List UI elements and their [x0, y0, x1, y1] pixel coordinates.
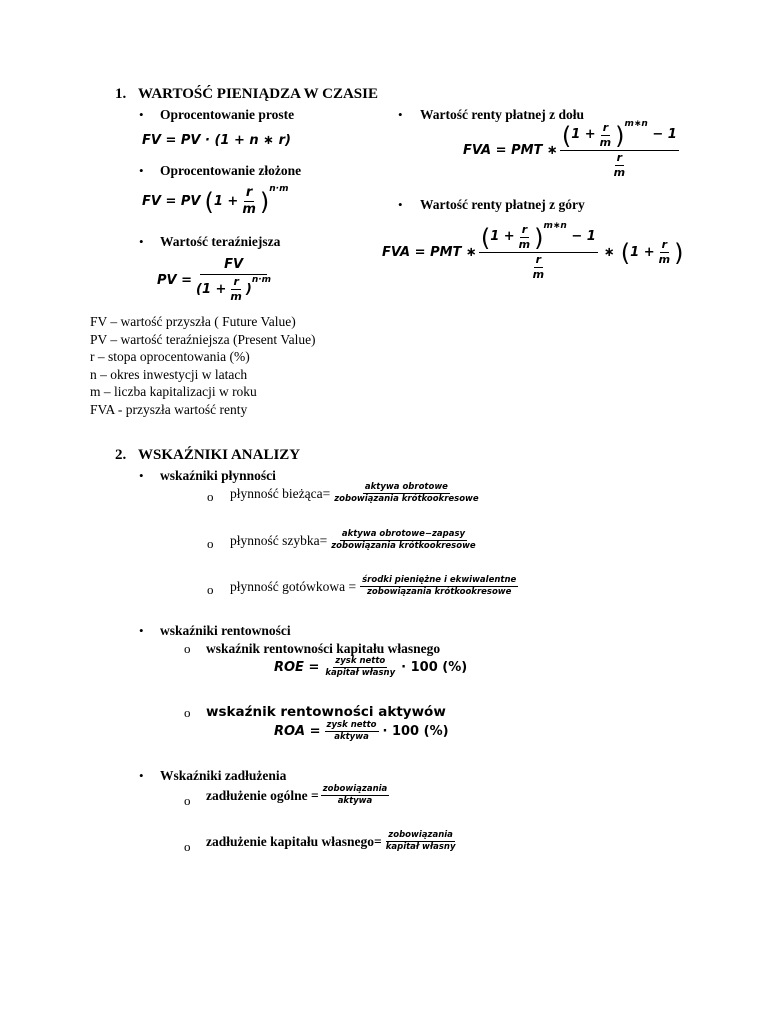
section-1-title: WARTOŚĆ PIENIĄDZA W CZASIE: [138, 86, 378, 102]
roe-numerator: zysk netto: [333, 657, 387, 668]
cash-liquidity-denominator: zobowiązania krótkookresowe: [366, 587, 512, 598]
bullet-icon: •: [139, 623, 144, 638]
present-value-label: Wartość teraźniejsza: [160, 234, 281, 249]
cash-liquidity-label: płynność gotówkowa =: [230, 578, 357, 594]
bullet-icon: •: [398, 197, 403, 212]
profitability-label: wskaźniki rentowności: [160, 623, 291, 638]
liquidity-label: wskaźniki płynności: [160, 468, 276, 483]
section-1-heading: [115, 86, 378, 103]
total-debt-denominator: aktywa: [337, 796, 373, 807]
current-liquidity-numerator: aktywa obrotowe: [363, 483, 450, 494]
circle-bullet-icon: o: [207, 536, 214, 551]
roe-lhs: ROE =: [274, 660, 320, 676]
circle-bullet-icon: o: [207, 582, 214, 597]
annuity-end-formula: FVA = PMT ∗ ( 1 + $\frac{r}{m}$ ) m∗n − 1 $\frac{r}{m}$: [463, 119, 677, 180]
current-liquidity-formula: [230, 483, 483, 505]
total-debt-formula: [206, 785, 391, 807]
simple-interest-label: Oprocentowanie proste: [160, 107, 295, 122]
roa-rhs: · 100 (%): [382, 724, 449, 740]
cash-liquidity-numerator: środki pieniężne i ekwiwalentne: [360, 576, 518, 587]
legend-line: FV – wartość przyszła ( Future Value): [90, 314, 296, 329]
roe-formula: [274, 657, 467, 679]
equity-debt-label: zadłużenie kapitału własnego=: [206, 833, 382, 849]
quick-liquidity-label: płynność szybka=: [230, 532, 328, 548]
total-debt-numerator: zobowiązania: [321, 785, 390, 796]
quick-liquidity-formula: [230, 530, 480, 552]
bullet-icon: •: [398, 107, 403, 122]
roe-rhs: · 100 (%): [401, 660, 468, 676]
roa-formula: [274, 721, 449, 743]
annuity-end-label: Wartość renty płatnej z dołu: [420, 107, 584, 122]
bullet-icon: •: [139, 468, 144, 483]
roa-numerator: zysk netto: [325, 721, 379, 732]
circle-bullet-icon: o: [184, 839, 191, 854]
roe-label: wskaźnik rentowności kapitału własnego: [206, 641, 441, 656]
legend-line: m – liczba kapitalizacji w roku: [90, 384, 257, 399]
legend-line: r – stopa oprocentowania (%): [90, 349, 250, 364]
circle-bullet-icon: o: [184, 705, 191, 720]
section-1-number: 1.: [115, 86, 127, 102]
quick-liquidity-denominator: zobowiązania krótkookresowe: [331, 541, 476, 552]
roa-lhs: ROA =: [274, 724, 321, 740]
present-value-formula: PV = FV (1 + $\frac{r}{m}$ ) n·m: [157, 257, 272, 304]
compound-interest-formula: FV = PV ( 1 + $\frac{r}{m}$ ) n·m: [142, 184, 289, 218]
section-2-title: WSKAŹNIKI ANALIZY: [138, 447, 301, 463]
circle-bullet-icon: o: [184, 641, 191, 656]
legend-line: PV – wartość teraźniejsza (Present Value): [90, 331, 316, 347]
current-liquidity-label: płynność bieżąca=: [230, 485, 331, 501]
circle-bullet-icon: o: [184, 793, 191, 808]
cash-liquidity-formula: [230, 576, 520, 598]
roa-label: wskaźnik rentowności aktywów: [206, 704, 446, 720]
legend-line: FVA - przyszła wartość renty: [90, 401, 248, 417]
quick-liquidity-numerator: aktywa obrotowe−zapasy: [340, 530, 467, 541]
current-liquidity-denominator: zobowiązania krótkookresowe: [334, 494, 479, 505]
equity-debt-numerator: zobowiązania: [386, 831, 455, 842]
simple-interest-formula: FV = PV · (1 + n ∗ r): [142, 133, 291, 148]
section-2-heading: [115, 447, 300, 464]
bullet-icon: •: [139, 107, 144, 122]
equity-debt-formula: [206, 831, 459, 853]
annuity-begin-formula: FVA = PMT ∗ ( 1 + $\frac{r}{m}$ ) m∗n − 1 $\frac{r}{m}$ ∗ ( 1 + $\frac{r}{m}$ ): [382, 221, 684, 282]
roe-denominator: kapitał własny: [325, 668, 396, 679]
bullet-icon: •: [139, 768, 144, 783]
compound-interest-label: Oprocentowanie złożone: [160, 163, 302, 178]
bullet-icon: •: [139, 234, 144, 249]
legend-line: n – okres inwestycji w latach: [90, 366, 248, 382]
section-2-number: 2.: [115, 447, 127, 463]
roa-denominator: aktywa: [334, 732, 369, 743]
total-debt-label: zadłużenie ogólne =: [206, 787, 319, 803]
debt-label: Wskaźniki zadłużenia: [160, 768, 287, 783]
annuity-begin-label: Wartość renty płatnej z góry: [420, 197, 585, 212]
legend: [90, 313, 316, 418]
equity-debt-denominator: kapitał własny: [385, 842, 456, 853]
circle-bullet-icon: o: [207, 489, 214, 504]
bullet-icon: •: [139, 163, 144, 178]
